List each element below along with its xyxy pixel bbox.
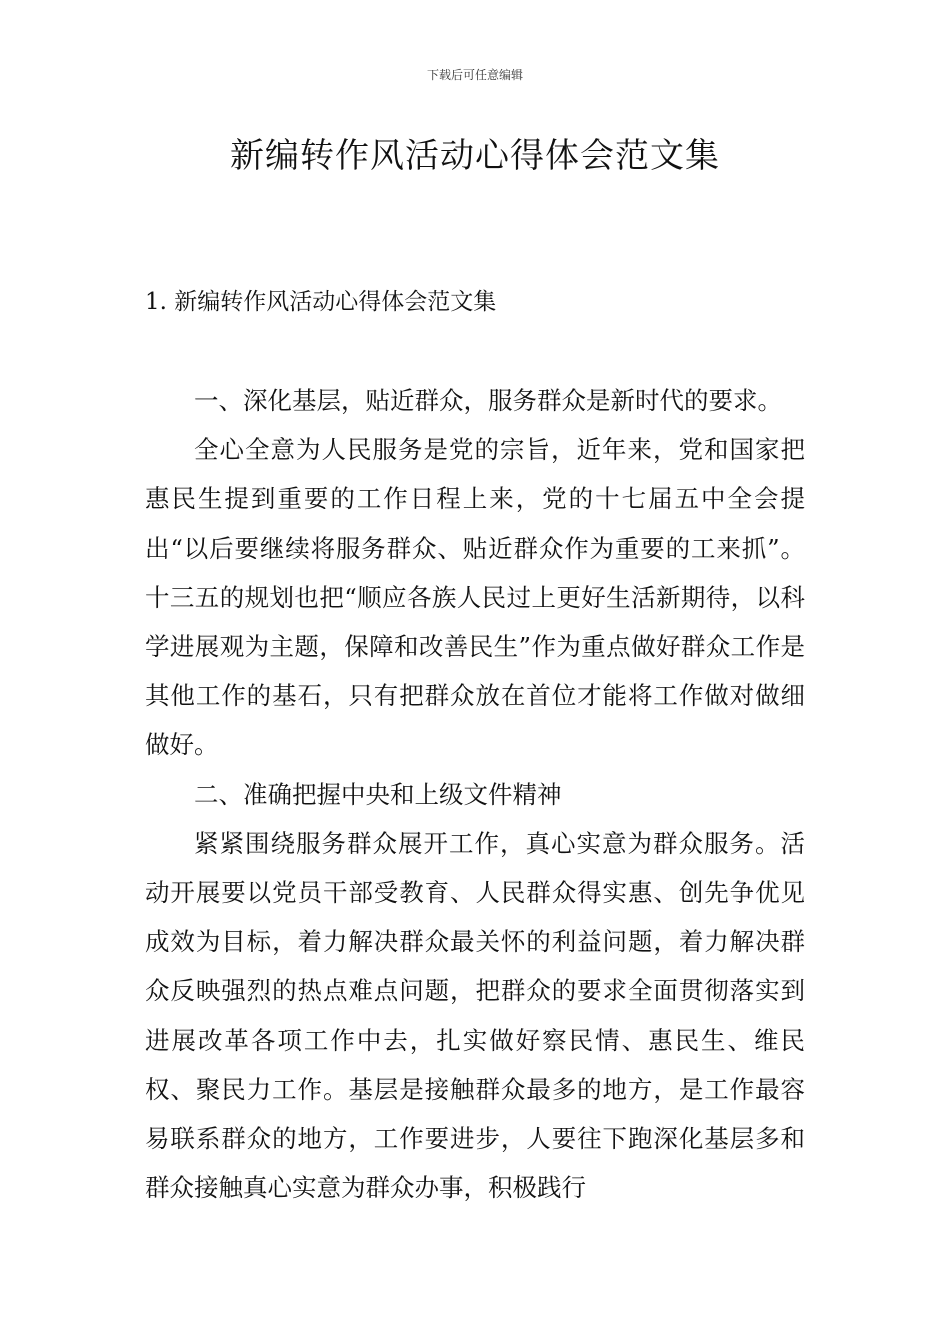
- paragraph: 全心全意为人民服务是党的宗旨，近年来，党和国家把惠民生提到重要的工作日程上来，党的十七届五中全会提出“以后要继续将服务群众、贴近群众作为重要的工来抓”。十三五的规划也把“顺应各族人民过上更好生活新期待，以科学进展观为主题，保障和改善民生”作为重点做好群众工作是其他工作的基石，只有把群众放在首位才能将工作做对做细做好。: [145, 435, 805, 760]
- paragraph: 紧紧围绕服务群众展开工作，真心实意为群众服务。活动开展要以党员干部受教育、人民群众得实惠、创先争优见成效为目标，着力解决群众最关怀的利益问题，着力解决群众反映强烈的热点难点问题，把群众的要求全面贯彻落实到进展改革各项工作中去，扎实做好察民情、惠民生、维民权、聚民力工作。基层是接触群众最多的地方，是工作最容易联系群众的地方，工作要进步，人要往下跑深化基层多和群众接触真心实意为群众办事，积极践行: [145, 828, 805, 1203]
- page-header-note: 下载后可任意编辑: [426, 68, 523, 82]
- section-heading: 1. 新编转作风活动心得体会范文集: [145, 289, 497, 315]
- document-body: [145, 376, 805, 1212]
- document-title: 新编转作风活动心得体会范文集: [230, 136, 720, 176]
- paragraph-heading-2: 二、准确把握中央和上级文件精神: [194, 779, 562, 809]
- paragraph-heading-1: 一、深化基层，贴近群众，服务群众是新时代的要求。: [194, 386, 782, 415]
